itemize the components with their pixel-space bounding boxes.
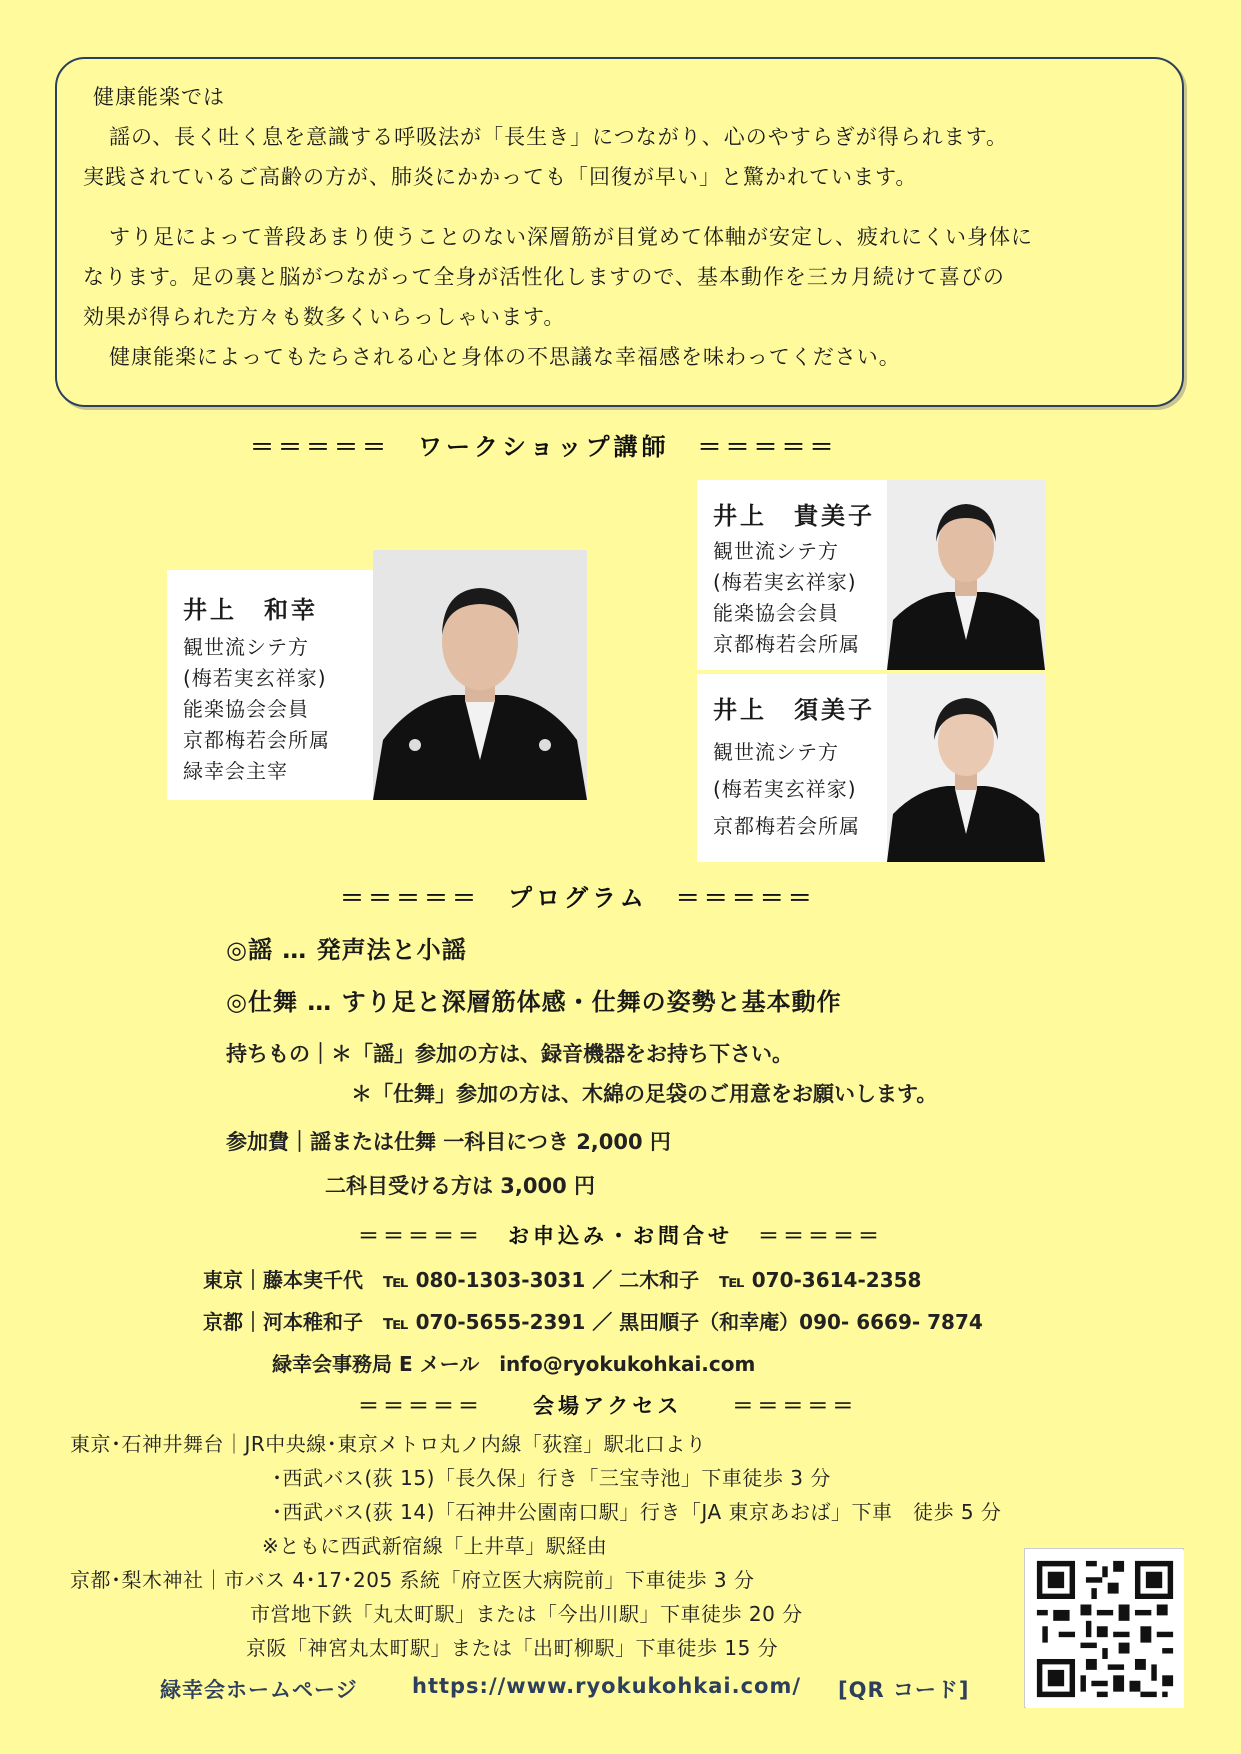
fee-single: 参加費｜謡または仕舞 一科目につき 2,000 円 [226, 1130, 671, 1154]
access-line: ･西武バス(荻 14)「石神井公園南口駅」行き「JA 東京あおば」下車 徒歩 5 分 [272, 1500, 1002, 1524]
homepage-label: 緑幸会ホームページ [160, 1678, 358, 1702]
intro-line: すり足によって普段あまり使うことのない深層筋が目覚めて体軸が安定し、疲れにくい身体に [109, 225, 1033, 249]
bring-shimai: ＊「仕舞」参加の方は、木綿の足袋のご用意をお願いします。 [351, 1082, 938, 1106]
instructor-credential: (梅若実玄祥家) [183, 666, 327, 690]
intro-heading: 健康能楽では [93, 85, 225, 109]
instructor-credential: 京都梅若会所属 [713, 814, 860, 838]
intro-line: 謡の、長く吐く息を意識する呼吸法が「長生き」につながり、心のやすらぎが得られます。 [109, 125, 1009, 149]
instructor-credential: (梅若実玄祥家) [713, 570, 857, 594]
instructor-credential: 観世流シテ方 [713, 539, 839, 563]
instructor-card-sumiko [697, 674, 887, 862]
intro-line: なります。足の裏と脳がつながって全身が活性化しますので、基本動作を三カ月続けて喜びの [83, 265, 1005, 289]
homepage-url-link[interactable]: https://www.ryokukohkai.com/ [412, 1674, 802, 1698]
instructor-name: 井上 和幸 [183, 596, 318, 624]
instructor-credential: 緑幸会主宰 [183, 759, 288, 783]
access-header: ＝＝＝＝＝ 会場アクセス ＝＝＝＝＝ [358, 1394, 858, 1418]
instructor-name: 井上 須美子 [713, 696, 875, 724]
instructor-credential: 京都梅若会所属 [183, 728, 330, 752]
instructor-credential: (梅若実玄祥家) [713, 777, 857, 801]
access-line: ※ともに西武新宿線「上井草」駅経由 [262, 1534, 608, 1558]
workshop-header: ＝＝＝＝＝ ワークショップ講師 ＝＝＝＝＝ [250, 433, 838, 461]
intro-line: 実践されているご高齢の方が、肺炎にかかっても「回復が早い」と驚かれています。 [83, 165, 918, 189]
intro-line: 効果が得られた方々も数多くいらっしゃいます。 [83, 305, 566, 329]
contact-kyoto: 京都｜河本稚和子 ℡ 070-5655-2391 ／ 黒田順子（和幸庵）090- 6669- 7874 [203, 1310, 983, 1334]
contact-tokyo: 東京｜藤本実千代 ℡ 080-1303-3031 ／ 二木和子 ℡ 070-3614-2358 [203, 1268, 922, 1292]
instructor-credential: 観世流シテ方 [183, 635, 309, 659]
instructor-photo-kimiko [887, 480, 1045, 670]
access-line: 東京･石神井舞台｜JR中央線･東京メトロ丸ノ内線「荻窪」駅北口より [70, 1432, 707, 1456]
instructor-credential: 観世流シテ方 [713, 740, 839, 764]
contact-header: ＝＝＝＝＝ お申込み・お問合せ ＝＝＝＝＝ [358, 1224, 883, 1248]
access-line: ･西武バス(荻 15)「長久保」行き「三宝寺池」下車徒歩 3 分 [272, 1466, 831, 1490]
access-line: 市営地下鉄「丸太町駅」または「今出川駅」下車徒歩 20 分 [250, 1602, 803, 1626]
fee-double: 二科目受ける方は 3,000 円 [325, 1174, 596, 1198]
intro-line: 健康能楽によってもたらされる心と身体の不思議な幸福感を味わってください。 [109, 345, 901, 369]
program-header: ＝＝＝＝＝ プログラム ＝＝＝＝＝ [340, 884, 816, 912]
access-line: 京都･梨木神社｜市バス 4･17･205 系統「府立医大病院前」下車徒歩 3 分 [70, 1568, 755, 1592]
intro-box [55, 57, 1184, 407]
instructor-card-kazuyuki [167, 570, 373, 800]
instructor-credential: 能楽協会会員 [713, 601, 839, 625]
qr-code[interactable] [1024, 1548, 1184, 1708]
program-item-utai: ◎謡 … 発声法と小謡 [226, 936, 467, 964]
instructor-credential: 京都梅若会所属 [713, 632, 860, 656]
program-item-shimai: ◎仕舞 … すり足と深層筋体感・仕舞の姿勢と基本動作 [226, 988, 842, 1016]
contact-email: 緑幸会事務局 E メール info@ryokukohkai.com [272, 1352, 756, 1376]
instructor-credential: 能楽協会会員 [183, 697, 309, 721]
qr-label: [QR コード] [838, 1678, 970, 1702]
instructor-name: 井上 貴美子 [713, 502, 875, 530]
bring-utai: 持ちもの｜＊「謡」参加の方は、録音機器をお持ち下さい。 [226, 1042, 793, 1066]
instructor-card-kimiko [697, 480, 887, 670]
access-line: 京阪「神宮丸太町駅」または「出町柳駅」下車徒歩 15 分 [246, 1636, 779, 1660]
instructor-photo-kazuyuki [373, 550, 587, 800]
instructor-photo-sumiko [887, 674, 1045, 862]
